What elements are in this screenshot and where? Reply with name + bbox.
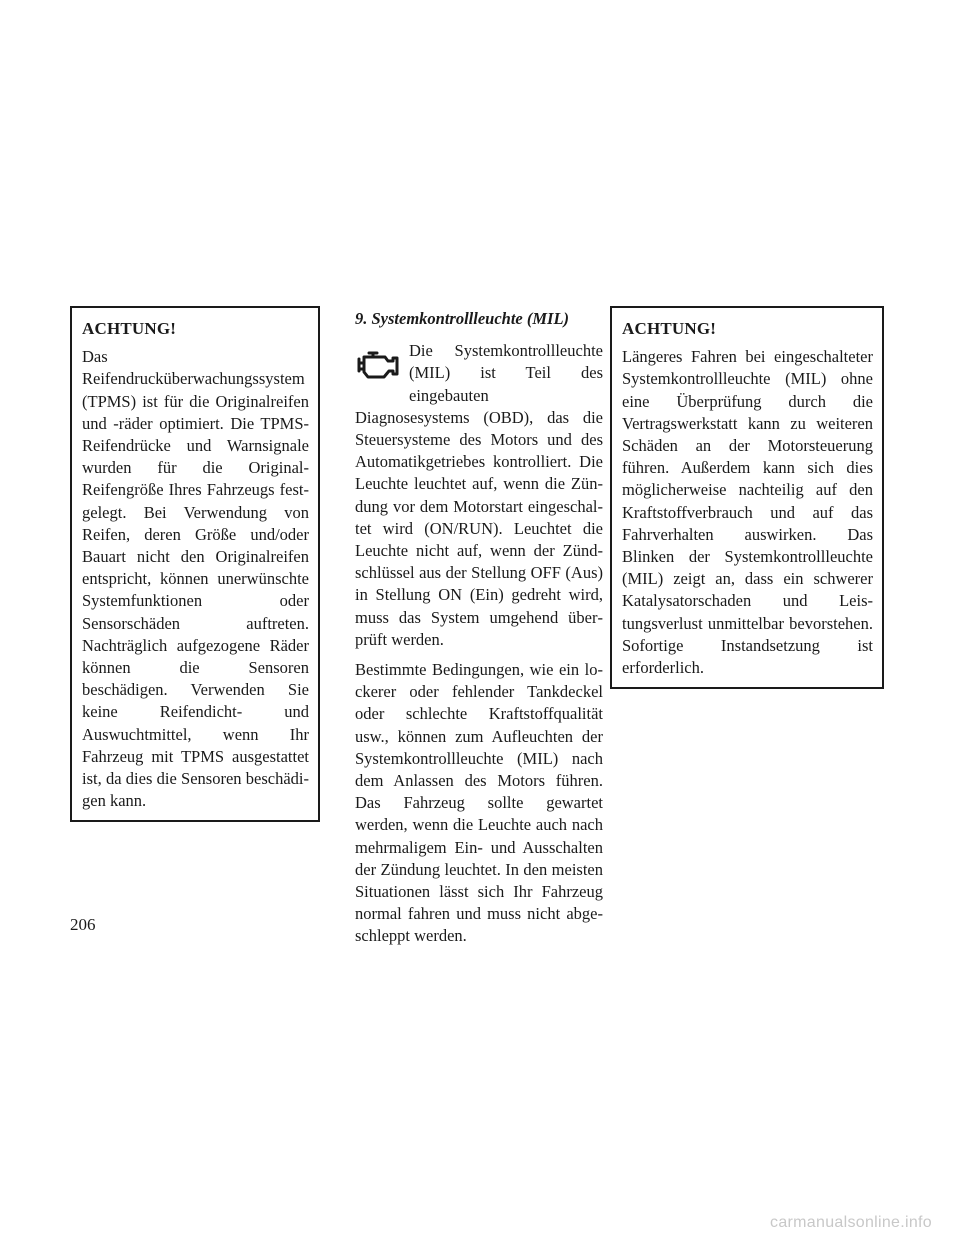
conditions-paragraph: Bestimmte Bedingungen, wie ein lockerer oder fehlender Tankdeckel oder schlechte Kraftstoffqualität usw., können zum Aufleuchten der Systemkontrollleuchte (MIL) nach dem Anlassen des Motors führen. Das Fahrzeug sollte gewartet werden, wenn die Leuchte auch nach mehrmaligem Ein- und Ausschalten der Zündung leuchtet. In den meisten Situationen lässt sich Ihr Fahrzeug normal fahren und muss nicht abgeschleppt werden. (355, 660, 603, 946)
warning-title: ACHTUNG! (622, 319, 717, 338)
right-column (610, 306, 884, 689)
warning-text: Längeres Fahren bei eingeschalteter Systemkontrollleuchte (MIL) ohne eine Überprüfung durch die Vertragswerkstatt kann zu weiteren Schäden an der Motorsteuerung führen. Außerdem kann sich dies möglicherweise nachteilig auf den Kraftstoffverbrauch und auf das Fahrverhalten auswirken. Das Blinken der Systemkontrollleuchte (MIL) zeigt an, dass ein schwerer Katalysatorschaden und Leistungsverlust unmittelbar bevorstehen. Sofortige Instandsetzung ist erforderlich. (622, 347, 873, 678)
section-heading: 9. Systemkontrollleuchte (MIL) (355, 309, 570, 328)
paragraph-text: Die Systemkontrollleuchte (MIL) ist Teil des eingebauten Diagnosesystems (OBD), das die Steuersysteme des Motors und des Automatikgetriebes kontrolliert. Die Leuchte leuchtet auf, wenn die Zündung vor dem Motorstart eingeschaltet wird (ON/RUN). Leuchtet die Leuchte nicht auf, wenn der Zündschlüssel aus der Stellung OFF (Aus) in Stellung ON (Ein) gedreht wird, muss das System umgehend überprüft werden. (355, 341, 603, 649)
watermark: carmanualsonline.info (770, 1214, 932, 1231)
middle-column (355, 308, 603, 948)
mil-warning-box (610, 306, 884, 689)
warning-title: ACHTUNG! (82, 319, 177, 338)
left-column (70, 306, 324, 822)
tpms-warning-box (70, 306, 320, 822)
page-number: 206 (70, 915, 96, 934)
warning-text: Das Reifendrucküberwachungssystem (TPMS) ist für die Originalreifen und -räder optimiert. Die TPMS-Reifendrücke und Warnsignale wurden für die Original-Reifengröße Ihres Fahrzeugs festgelegt. Bei Verwendung von Reifen, deren Größe und/oder Bauart nicht den Originalreifen entspricht, können unerwünschte Systemfunktionen oder Sensorschäden auftreten. Nachträglich aufgezogene Räder können die Sensoren beschädigen. Verwenden Sie keine Reifendicht- und Auswuchtmittel, wenn Ihr Fahrzeug mit TPMS ausgestattet ist, da dies die Sensoren beschädigen kann. (82, 347, 309, 811)
check-engine-icon (355, 344, 401, 384)
mil-description-paragraph (355, 340, 603, 651)
